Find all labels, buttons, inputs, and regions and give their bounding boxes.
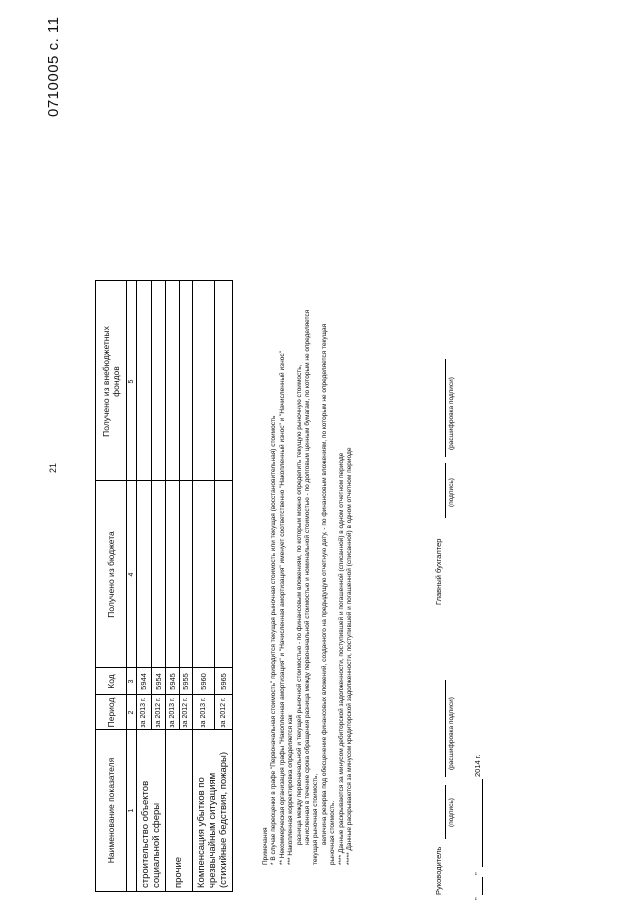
date-quote-open: " bbox=[473, 897, 482, 900]
note-line: *** Накопленная корректировка определяется как bbox=[287, 714, 295, 865]
form-code: 0710005 с. 11 bbox=[45, 16, 62, 117]
chief-decoding-line bbox=[445, 359, 446, 457]
note-line: ***** Данные раскрываются за минусом кредиторской задолженности, поступившей и погашенной (списанной) в одном отчетном периоде bbox=[346, 447, 354, 865]
period-cell: за 2012 г. bbox=[219, 697, 227, 728]
note-line: начисленная в течение срока обращения разница между первоначальной стоимостью и номинальной стоимостью - по долговым ценным бумагам, по которым не определяется bbox=[304, 309, 312, 845]
header-budget: Получено из бюджета bbox=[106, 531, 116, 618]
code-cell: 5965 bbox=[218, 673, 228, 690]
head-decoding-caption: (расшифровка подписи) bbox=[448, 697, 455, 770]
header-code: Код bbox=[106, 674, 116, 689]
chief-signature-caption: (подпись) bbox=[448, 478, 455, 507]
period-cell: за 2013 г. bbox=[199, 697, 207, 728]
note-line: рыночная стоимость. bbox=[329, 800, 337, 865]
period-cell: за 2012 г. bbox=[154, 697, 162, 728]
note-line: величина резерва под обесценение финансовых вложений, созданного на предыдущую отчетную дату, - по финансовым вложениям, по которым не определяется текущая bbox=[320, 323, 328, 845]
head-decoding-line bbox=[445, 680, 446, 777]
indicator-name: прочие bbox=[173, 856, 184, 888]
column-number: 2 bbox=[127, 710, 135, 715]
period-cell: за 2013 г. bbox=[140, 697, 147, 728]
date-month-line bbox=[482, 779, 483, 867]
chief-signature-line bbox=[445, 463, 446, 518]
column-number: 4 bbox=[127, 572, 135, 577]
period-cell: за 2012 г. bbox=[182, 697, 189, 728]
page-number: 21 bbox=[48, 462, 58, 473]
date-year: 2014 г. bbox=[473, 754, 482, 777]
row-divider bbox=[179, 281, 180, 730]
note-line: ** Некоммерческая организация графы "Накопленная амортизация" и "Начисленная амортизация" именует соответственно "Накопленный износ" и "Начисленный износ" bbox=[278, 351, 286, 865]
note-line: разница между первоначальной и текущей рыночной стоимостью - по финансовым вложениям, по которым можно определить текущую рыночную стоимость, bbox=[295, 364, 303, 845]
chief-decoding-caption: (расшифровка подписи) bbox=[448, 377, 455, 450]
note-line: * В случае переоценки в графе "Первоначальная стоимость" приводится текущая рыночная стоимость или текущая (восстановительная) стоимость bbox=[270, 415, 278, 865]
column-number: 1 bbox=[127, 808, 135, 813]
column-number: 5 bbox=[127, 379, 135, 384]
row-divider bbox=[151, 281, 152, 730]
header-offbudget: Получено из внебюджетных фондов bbox=[101, 326, 121, 437]
report-table bbox=[95, 280, 233, 892]
note-line: **** Данные раскрываются за минусом дебиторской задолженности, поступившей и погашенной (списанной) в одном отчетном периоде bbox=[337, 452, 345, 865]
header-indicator: Наименование показателя bbox=[106, 757, 116, 864]
code-cell: 5945 bbox=[167, 673, 177, 690]
period-cell: за 2013 г. bbox=[168, 697, 176, 728]
column-number: 3 bbox=[127, 679, 135, 684]
code-cell: 5960 bbox=[198, 673, 208, 690]
head-label: Руководитель bbox=[434, 846, 443, 895]
code-cell: 5954 bbox=[153, 673, 163, 690]
chief-accountant-label: Главный бухгалтер bbox=[434, 538, 443, 605]
head-signature-caption: (подпись) bbox=[448, 798, 455, 827]
code-cell: 5955 bbox=[181, 673, 190, 690]
date-day-line bbox=[482, 877, 483, 895]
notes-title: Примечания bbox=[262, 827, 269, 865]
date-quote-close: " bbox=[473, 872, 482, 875]
indicator-name: Компенсация убытков по чрезвычайным ситуациям (стихийные бедствия, пожары) bbox=[195, 752, 229, 888]
head-signature-line bbox=[445, 785, 446, 839]
notes-section bbox=[262, 65, 354, 865]
header-period: Период bbox=[106, 697, 116, 728]
code-cell: 5944 bbox=[139, 673, 148, 690]
row-divider bbox=[214, 281, 215, 730]
indicator-name: строительство объектов социальной сферы bbox=[139, 780, 162, 888]
note-line: текущая рыночная стоимость, bbox=[312, 773, 320, 865]
